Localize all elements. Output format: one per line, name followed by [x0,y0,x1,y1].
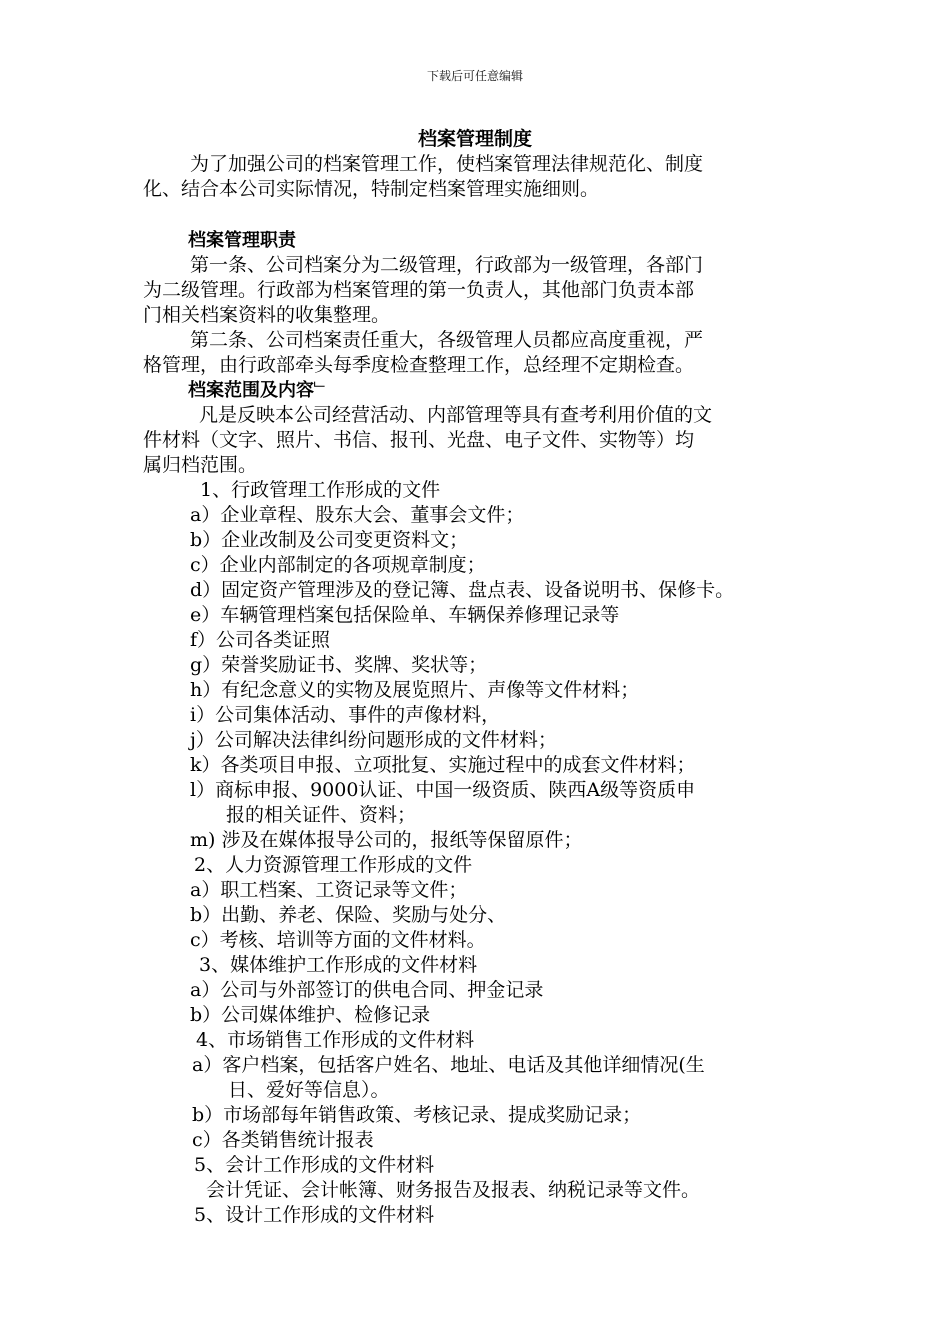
section-heading-scope [188,378,328,403]
list-item: m) 涉及在媒体报导公司的，报纸等保留原件； [190,829,583,851]
list-item: i）公司集体活动、事件的声像材料， [190,704,501,726]
list-item: h）有纪念意义的实物及展览照片、声像等文件材料； [190,679,640,701]
intro-line: 化、结合本公司实际情况，特制定档案管理实施细则。 [143,178,600,200]
article-2-line: 格管理，由行政部牵头每季度检查整理工作，总经理不定期检查。 [143,354,695,376]
list-item: c）各类销售统计报表 [192,1129,374,1151]
list-item: b）企业改制及公司变更资料文； [190,529,469,551]
list-item: g）荣誉奖励证书、奖牌、奖状等； [190,654,488,676]
intro-line: 为了加强公司的档案管理工作，使档案管理法律规范化、制度 [190,153,704,175]
list-item: a）职工档案、工资记录等文件； [190,879,468,901]
list-item: a）客户档案，包括客户姓名、地址、电话及其他详细情况(生 [192,1054,705,1076]
list-item: j）公司解决法律纠纷问题形成的文件材料； [190,729,557,751]
article-1-line: 第一条、公司档案分为二级管理，行政部为一级管理，各部门 [190,254,704,276]
list-item: c）考核、培训等方面的文件材料。 [190,929,486,951]
list-item: b）市场部每年销售政策、考核记录、提成奖励记录； [192,1104,642,1126]
list-item: b）公司媒体维护、检修记录 [190,1004,431,1026]
heading-mark: ﹂ [314,382,328,398]
group-title: 3、媒体维护工作形成的文件材料 [199,954,478,976]
section-heading-responsibilities: 档案管理职责 [188,230,296,251]
list-item-continuation: 日、爱好等信息）。 [228,1079,390,1101]
group-title: 1、行政管理工作形成的文件 [200,479,441,501]
section-heading-scope-text: 档案范围及内容 [188,380,314,401]
list-item: k）各类项目申报、立项批复、实施过程中的成套文件材料； [190,754,696,776]
article-1-line: 门相关档案资料的收集整理。 [143,304,391,326]
group-text: 会计凭证、会计帐簿、财务报告及报表、纳税记录等文件。 [206,1179,701,1201]
list-item: a）公司与外部签订的供电合同、押金记录 [190,979,544,1001]
scope-line: 属归档范围。 [143,454,258,476]
group-title: 5、会计工作形成的文件材料 [194,1154,435,1176]
list-item-continuation: 报的相关证件、资料； [226,804,417,826]
list-item: a）企业章程、股东大会、董事会文件； [190,504,525,526]
list-item: b）出勤、养老、保险、奖励与处分、 [190,904,507,926]
list-item: e）车辆管理档案包括保险单、车辆保养修理记录等 [190,604,620,626]
group-title: 4、市场销售工作形成的文件材料 [196,1029,475,1051]
list-item: c）企业内部制定的各项规章制度； [190,554,486,576]
article-1-line: 为二级管理。行政部为档案管理的第一负责人，其他部门负责本部 [143,279,695,301]
group-title: 5、设计工作形成的文件材料 [194,1204,435,1226]
scope-line: 件材料（文字、照片、书信、报刊、光盘、电子文件、实物等）均 [143,429,695,451]
list-item: f）公司各类证照 [190,629,331,651]
group-title: 2、人力资源管理工作形成的文件 [194,854,473,876]
document-title: 档案管理制度 [417,128,532,150]
header-note: 下载后可任意编辑 [426,69,523,83]
scope-line: 凡是反映本公司经营活动、内部管理等具有查考利用价值的文 [199,404,713,426]
list-item: l）商标申报、9000认证、中国一级资质、陕西A级等资质申 [190,779,696,801]
list-item: d）固定资产管理涉及的登记簿、盘点表、设备说明书、保修卡。 [190,579,735,601]
article-2-line: 第二条、公司档案责任重大，各级管理人员都应高度重视，严 [190,329,704,351]
